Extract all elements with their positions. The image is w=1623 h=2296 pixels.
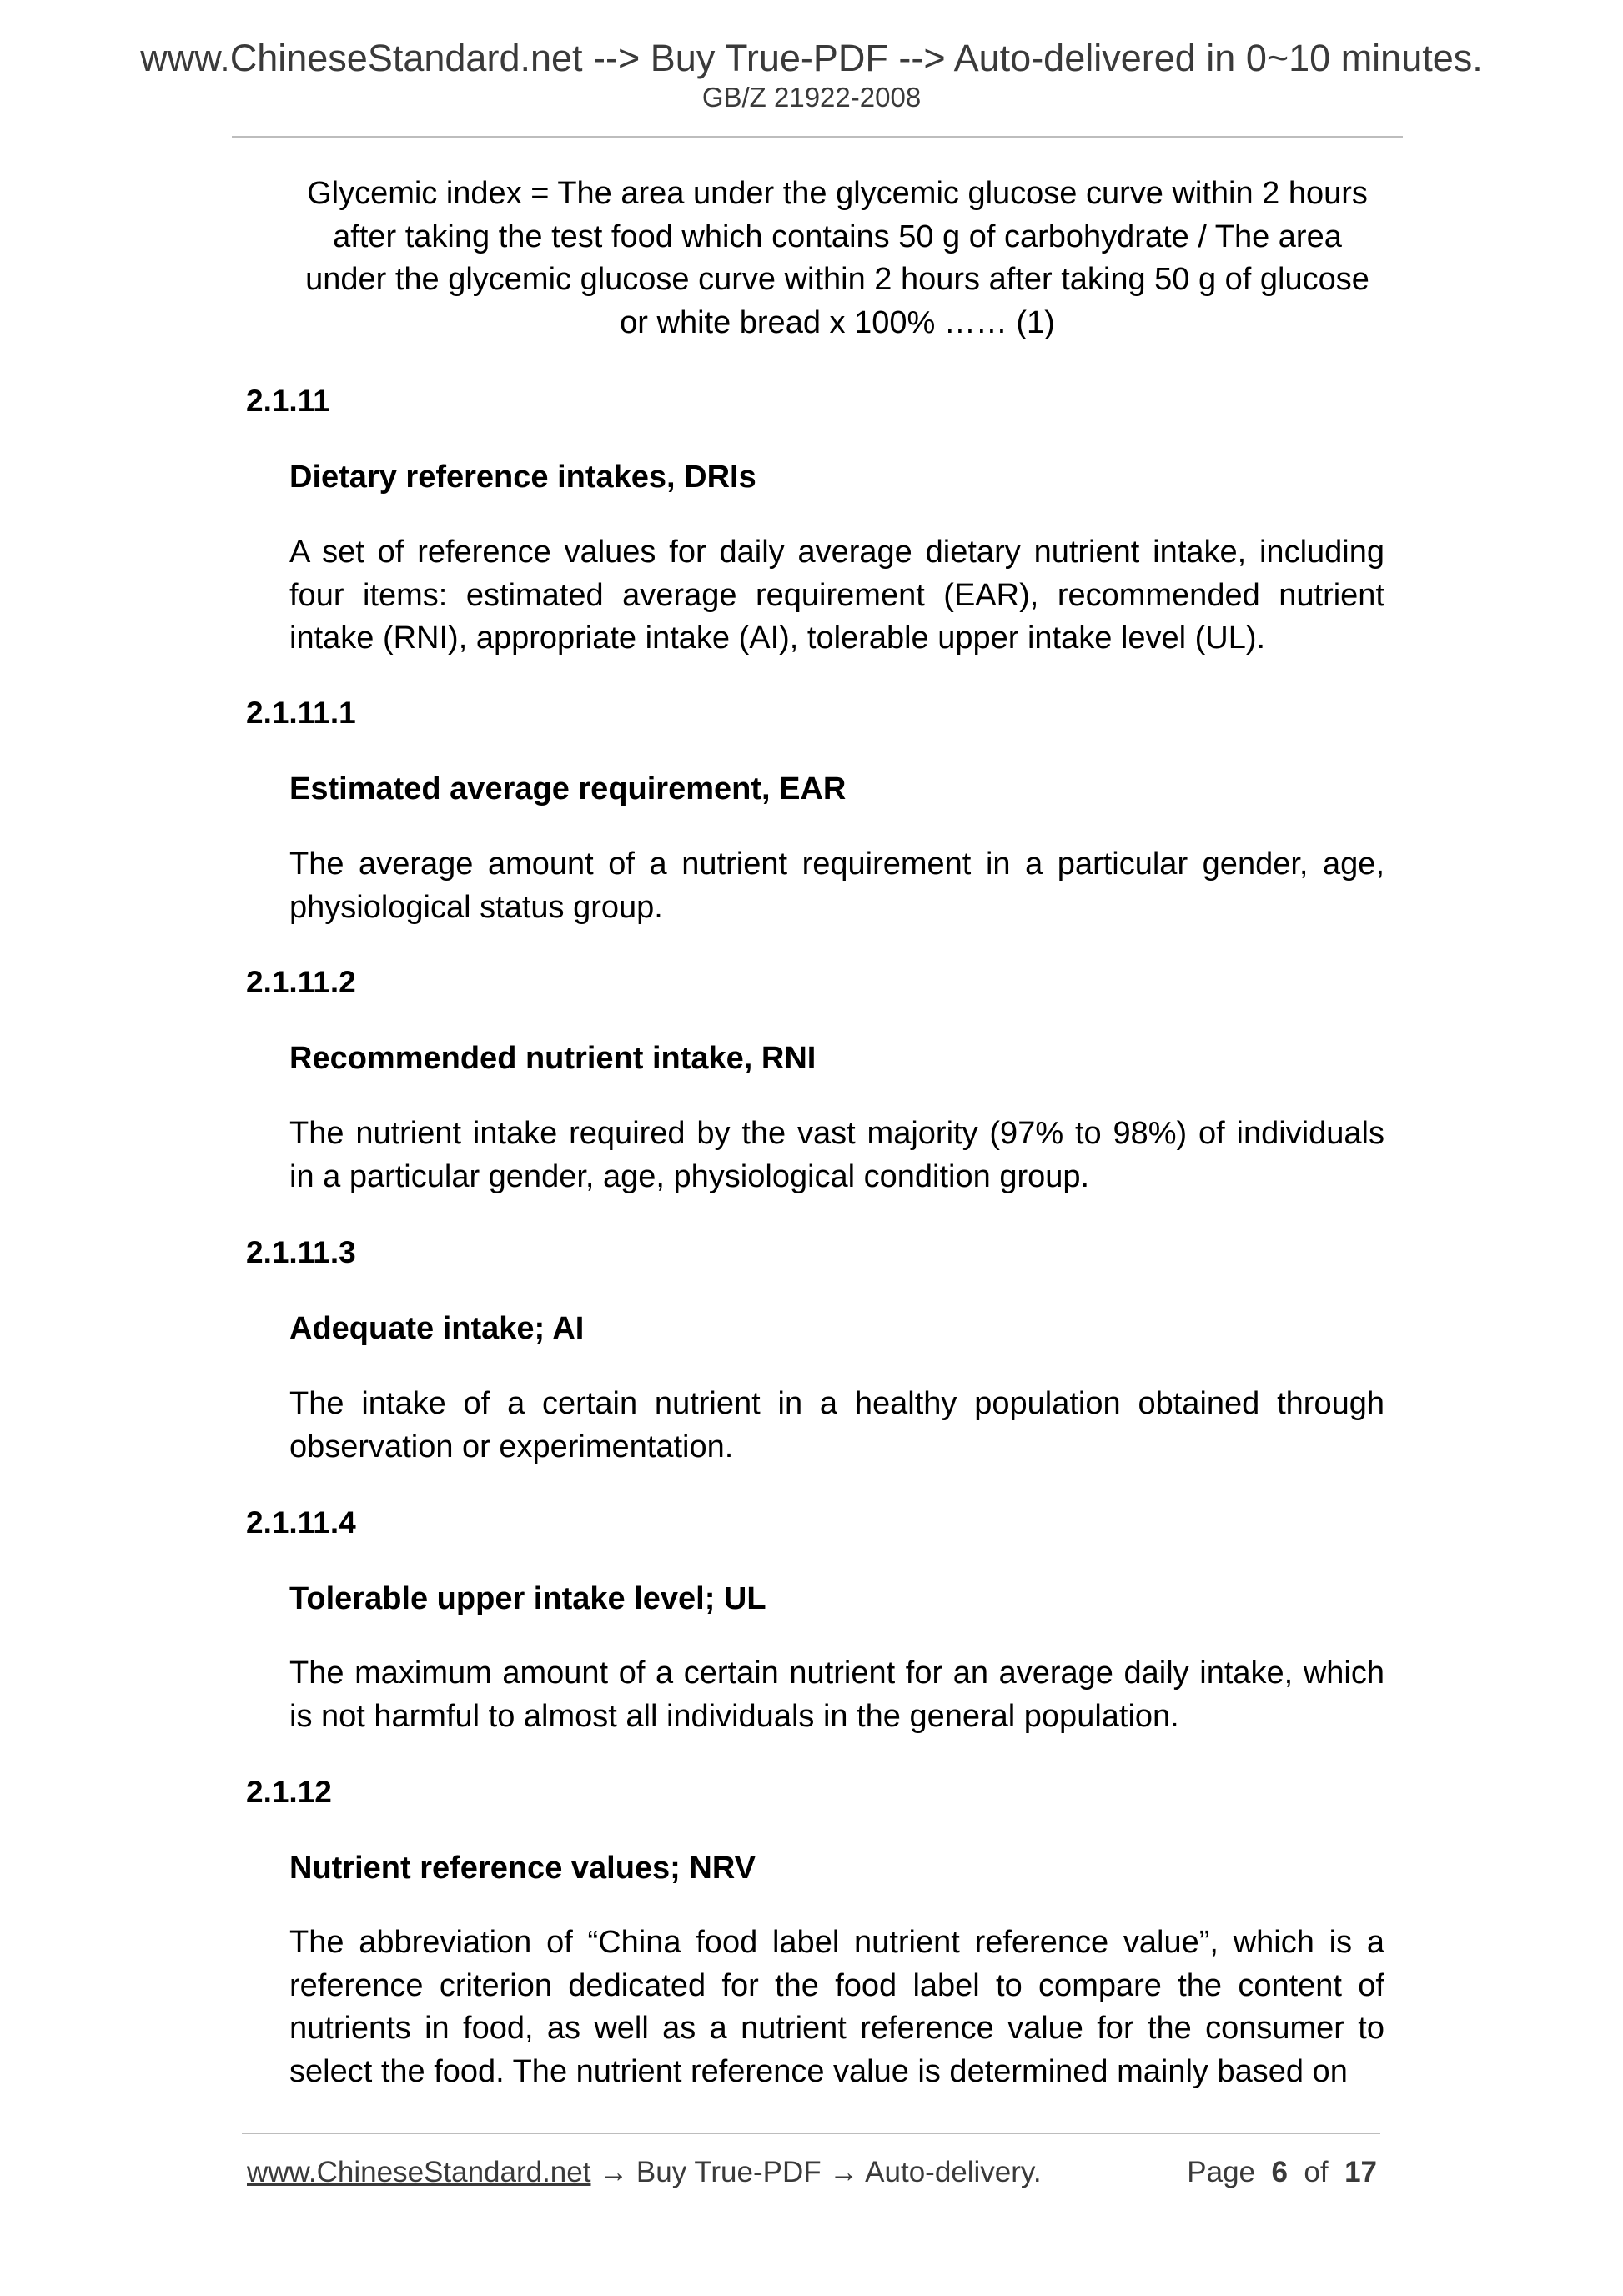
of-label: of	[1304, 2156, 1329, 2188]
definition-ul: The maximum amount of a certain nutrient for an average daily intake, which is not harmful to almost all individuals in the general population.	[289, 1655, 1384, 1734]
page-indicator	[1187, 2156, 1377, 2189]
header-divider	[232, 136, 1403, 138]
total-pages: 17	[1344, 2156, 1377, 2188]
term-rni: Recommended nutrient intake, RNI	[289, 1041, 817, 1076]
footer-site-link[interactable]: www.ChineseStandard.net	[247, 2156, 591, 2188]
definition-dris: A set of reference values for daily average dietary nutrient intake, including four items: estimated average requirement (EAR), recommended nutrient intake (RNI), appropriate intake (AI), tolerable upper intake level (UL).	[289, 535, 1384, 656]
footer-divider	[242, 2133, 1380, 2134]
term-ear: Estimated average requirement, EAR	[289, 771, 847, 806]
page-footer	[247, 2156, 1377, 2189]
site-banner: www.ChineseStandard.net --> Buy True-PDF --> Auto-delivered in 0~10 minutes.	[140, 37, 1483, 79]
definition-ear: The average amount of a nutrient requirement in a particular gender, age, physiological status group.	[289, 847, 1384, 925]
clause-number-2-1-11-1: 2.1.11.1	[246, 696, 356, 730]
definition-rni: The nutrient intake required by the vast majority (97% to 98%) of individuals in a particular gender, age, physiological condition group.	[289, 1116, 1384, 1194]
current-page-number: 6	[1271, 2156, 1288, 2188]
clause-number-2-1-11-4: 2.1.11.4	[246, 1505, 356, 1540]
definition-nrv: The abbreviation of “China food label nutrient reference value”, which is a reference criterion dedicated for the food label to compare the content of nutrients in food, as well as a nutrient reference value for the consumer to select the food. The nutrient reference value is determined mainly based on	[289, 1925, 1384, 2089]
clause-number-2-1-11-3: 2.1.11.3	[246, 1235, 356, 1269]
footer-tagline: → Buy True-PDF → Auto-delivery.	[590, 2156, 1042, 2188]
clause-number-2-1-11: 2.1.11	[246, 384, 330, 418]
definition-ai: The intake of a certain nutrient in a healthy population obtained through observation or experimentation.	[289, 1386, 1384, 1465]
standard-code: GB/Z 21922-2008	[701, 82, 922, 113]
clause-number-2-1-12: 2.1.12	[246, 1775, 332, 1809]
term-ai: Adequate intake; AI	[289, 1311, 585, 1346]
term-ul: Tolerable upper intake level; UL	[289, 1581, 766, 1616]
glycemic-index-formula: Glycemic index = The area under the glycemic glucose curve within 2 hours after taking the test food which contains 50 g of carbohydrate / The area under the glycemic glucose curve within 2 hours after taking 50 g of glucose or white bread x 100% …… (1)	[305, 176, 1369, 340]
term-dris: Dietary reference intakes, DRIs	[289, 460, 756, 495]
term-nrv: Nutrient reference values; NRV	[289, 1851, 756, 1886]
clause-number-2-1-11-2: 2.1.11.2	[246, 965, 356, 999]
page-label: Page	[1187, 2156, 1256, 2188]
